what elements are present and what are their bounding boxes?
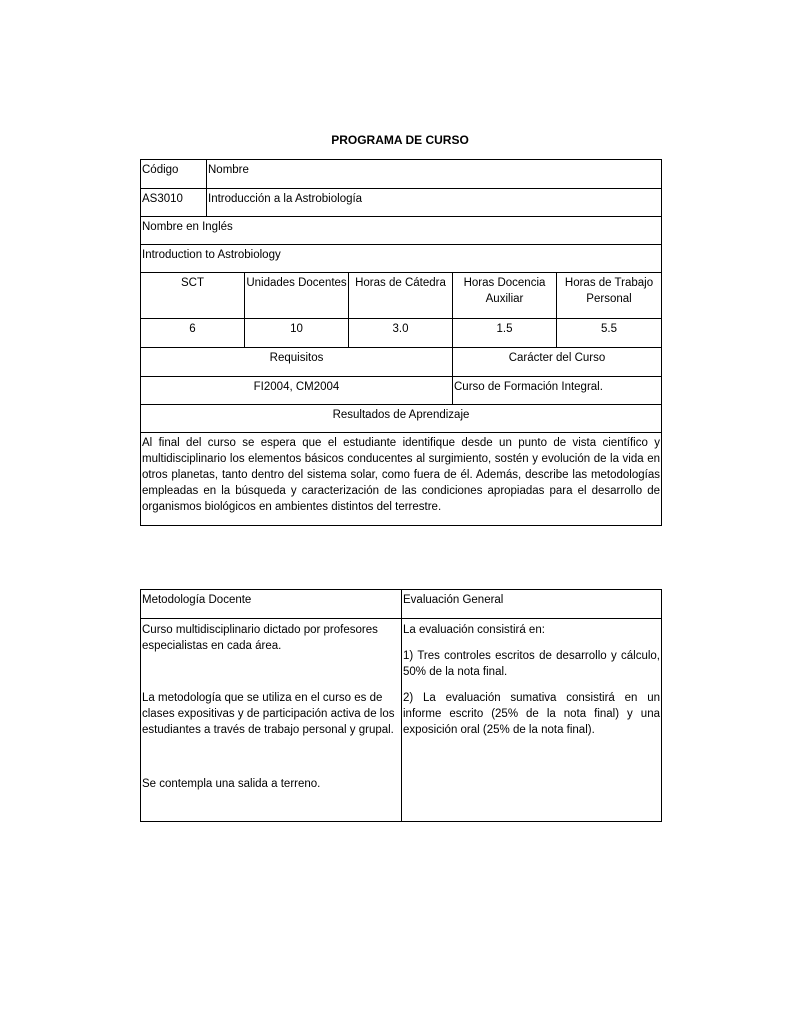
credits-header-auxiliar: Horas Docencia Auxiliar <box>453 273 557 319</box>
credits-value-catedra: 3.0 <box>349 319 453 348</box>
english-name: Introduction to Astrobiology <box>141 245 662 273</box>
credits-header-sct: SCT <box>141 273 245 319</box>
methodology-paragraph-2: La metodología que se utiliza en el curso es de clases expositivas y de participación activa de los estudiantes a través de trabajo personal y grupal. <box>142 692 395 736</box>
evaluation-label: Evaluación General <box>402 590 662 619</box>
learning-outcomes-label: Resultados de Aprendizaje <box>141 405 662 433</box>
evaluation-intro: La evaluación consistirá en: <box>403 624 545 636</box>
evaluation-item-1: 1) Tres controles escritos de desarrollo y cálculo, 50% de la nota final. <box>403 650 660 678</box>
evaluation-cell <box>402 619 662 822</box>
document-title: PROGRAMA DE CURSO <box>331 133 469 147</box>
methodology-cell <box>141 619 402 822</box>
learning-outcomes-text: Al final del curso se espera que el estudiante identifique desde un punto de vista científico y multidisciplinario los elementos básicos conducentes al surgimiento, sostén y evolución de la vida en otros planetas, tanto dentro del sistema solar, como fuera de él. Además, describe las metodologías empleadas en la búsqueda y caracterización de las condiciones apropiadas para el desarrollo de organismos biológicos en ambientes distintos del terrestre. <box>141 433 662 526</box>
course-code: AS3010 <box>141 189 207 217</box>
requirements-label: Requisitos <box>141 348 453 377</box>
methodology-paragraph-3: Se contempla una salida a terreno. <box>142 778 321 790</box>
methodology-evaluation-table <box>140 589 662 822</box>
methodology-paragraph-1: Curso multidisciplinario dictado por profesores especialistas en cada área. <box>142 624 378 652</box>
course-info-table <box>140 159 662 526</box>
character-label: Carácter del Curso <box>453 348 662 377</box>
evaluation-item-2: 2) La evaluación sumativa consistirá en un informe escrito (25% de la nota final) y una exposición oral (25% de la nota final). <box>403 692 660 736</box>
course-name: Introducción a la Astrobiología <box>207 189 662 217</box>
credits-header-unidades: Unidades Docentes <box>245 273 349 319</box>
code-label: Código <box>141 160 207 189</box>
credits-value-sct: 6 <box>141 319 245 348</box>
english-name-label: Nombre en Inglés <box>141 217 662 245</box>
credits-header-catedra: Horas de Cátedra <box>349 273 453 319</box>
name-label: Nombre <box>207 160 662 189</box>
credits-value-personal: 5.5 <box>557 319 662 348</box>
requirements-value: FI2004, CM2004 <box>141 377 453 405</box>
methodology-label: Metodología Docente <box>141 590 402 619</box>
credits-value-unidades: 10 <box>245 319 349 348</box>
credits-value-auxiliar: 1.5 <box>453 319 557 348</box>
character-value: Curso de Formación Integral. <box>453 377 662 405</box>
credits-header-personal: Horas de Trabajo Personal <box>557 273 662 319</box>
